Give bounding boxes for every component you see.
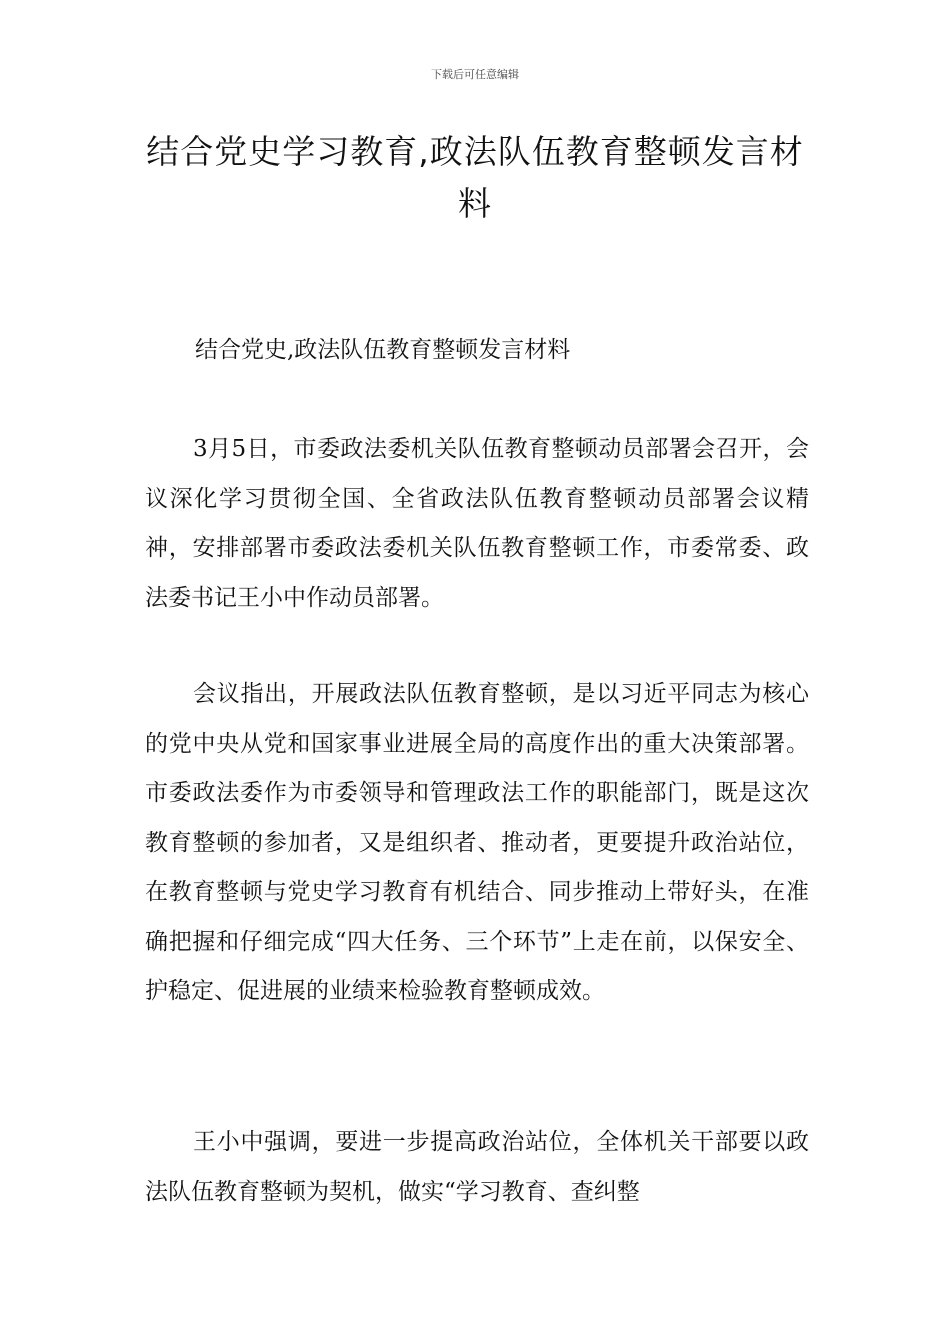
document-subtitle: 结合党史,政法队伍教育整顿发言材料	[195, 337, 571, 363]
document-title: 结合党史学习教育,政法队伍教育整顿发言材料	[146, 132, 804, 223]
paragraph-3: 王小中强调，要进一步提高政治站位，全体机关干部要以政法队伍教育整顿为契机，做实“学习教育、查纠整	[145, 1129, 809, 1205]
paragraph-2: 会议指出，开展政法队伍教育整顿，是以习近平同志为核心的党中央从党和国家事业进展全局的高度作出的重大决策部署。市委政法委作为市委领导和管理政法工作的职能部门，既是这次教育整顿的参加者，又是组织者、推动者，更要提升政治站位，在教育整顿与党史学习教育有机结合、同步推动上带好头，在准确把握和仔细完成“四大任务、三个环节”上走在前，以保安全、护稳定、促进展的业绩来检验教育整顿成效。	[145, 681, 809, 1004]
header-note: 下载后可任意编辑	[431, 68, 519, 81]
paragraph-1: 3月5日，市委政法委机关队伍教育整顿动员部署会召开，会议深化学习贯彻全国、全省政法队伍教育整顿动员部署会议精神，安排部署市委政法委机关队伍教育整顿工作，市委常委、政法委书记王小中作动员部署。	[145, 436, 809, 611]
